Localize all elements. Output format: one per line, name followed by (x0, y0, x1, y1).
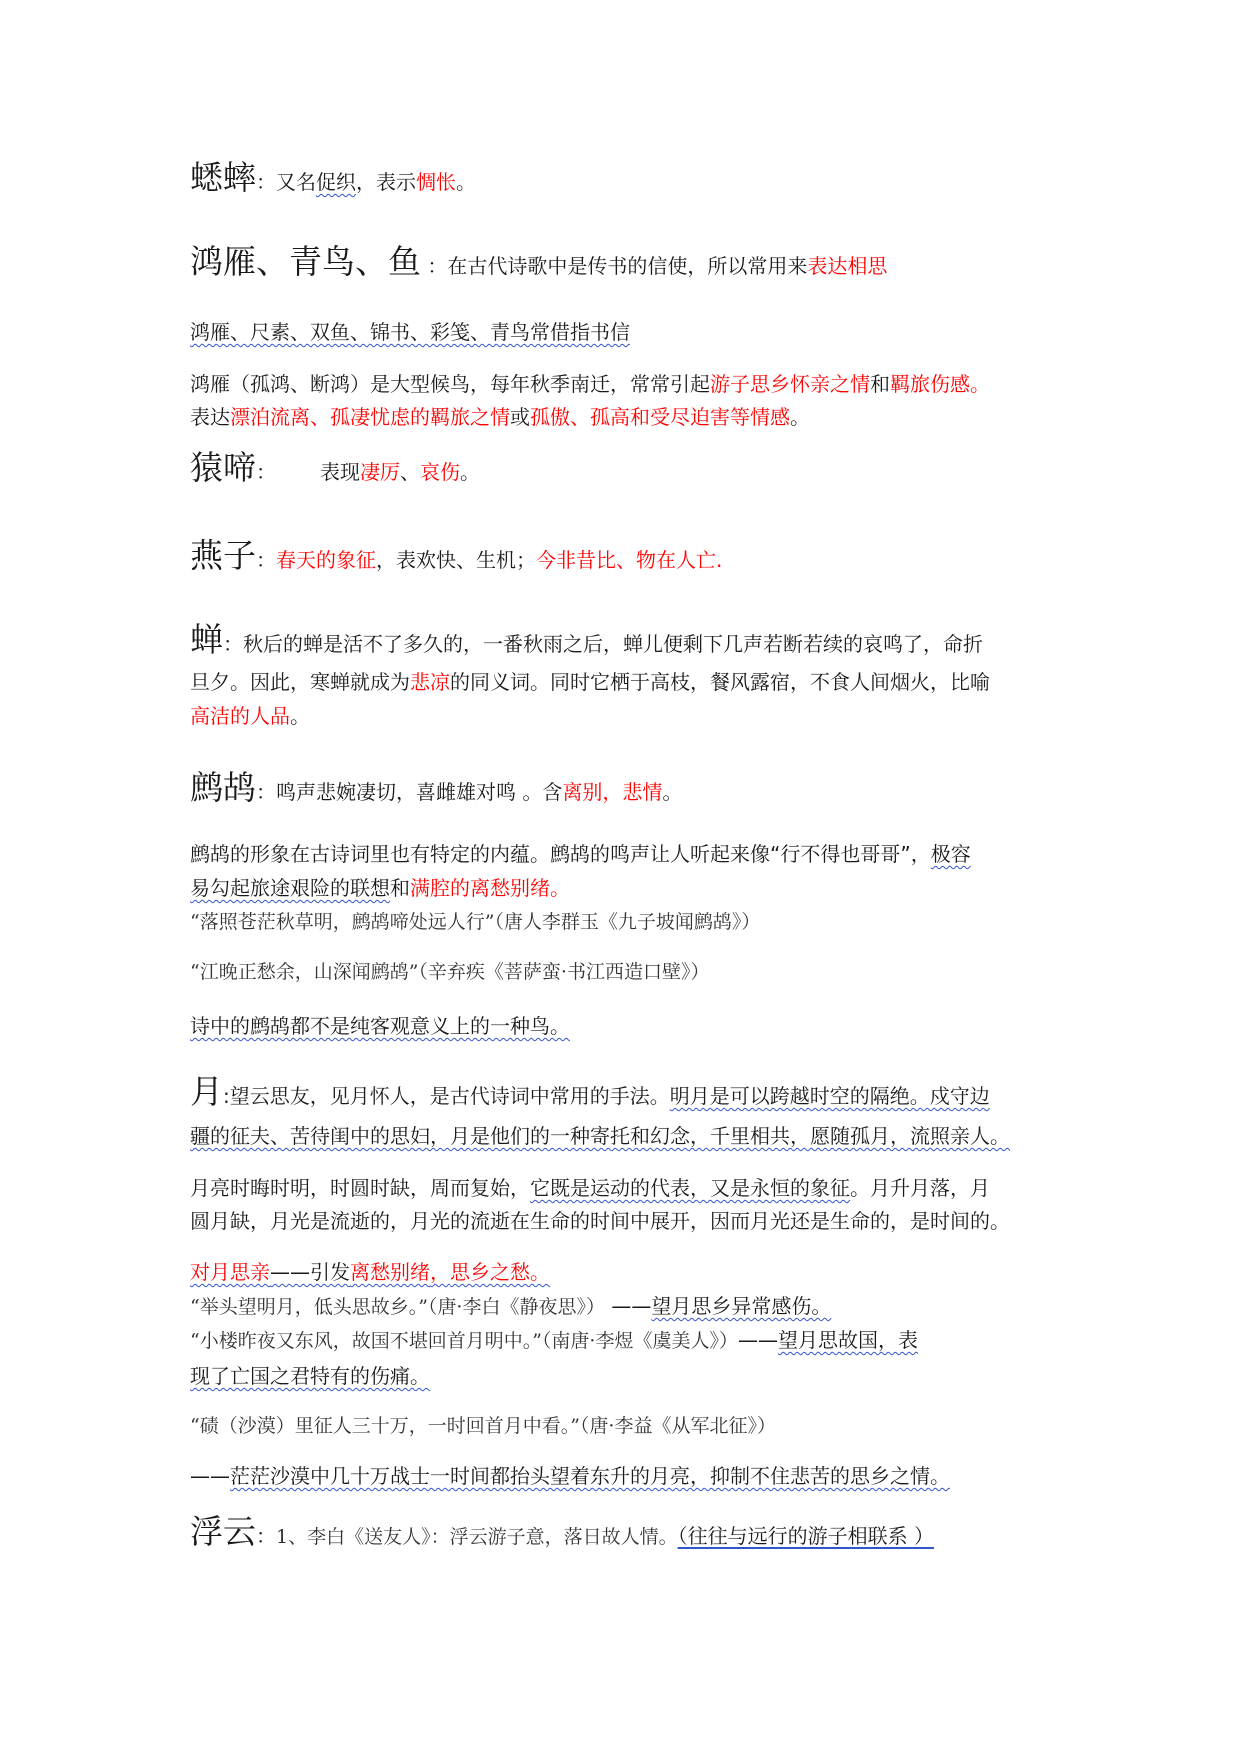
partridge-line-1: 鹧鸪的形象在古诗词里也有特定的内蕴。鹧鸪的鸣声让人听起来像“行不得也哥哥”，极容 (190, 842, 971, 866)
term-heading: 月 (190, 1072, 223, 1111)
quote-partridge-1: “落照苍茫秋草明，鹧鸪啼处远人行”（唐人李群玉《九子坡闻鹧鸪》） (190, 911, 761, 933)
term-heading: 蝉 (190, 620, 223, 659)
swan-goose-line-2: 表达漂泊流离、孤凄忧虑的羁旅之情或孤傲、孤高和受尽迫害等情感。 (190, 405, 810, 429)
term-heading: 蟋蟀 (190, 158, 256, 197)
term-heading: 鸿雁、青鸟、鱼 (190, 242, 421, 281)
entry-cricket: 蟋蟀：又名促织，表示惆怅。 (190, 158, 476, 197)
entry-cicada: 蝉：秋后的蝉是活不了多久的，一番秋雨之后，蝉儿便剩下几声若断若续的哀鸣了，命折 (190, 620, 983, 659)
quote-partridge-2: “江晚正愁余，山深闻鹧鸪”（辛弃疾《菩萨蛮·书江西造口壁》） (190, 961, 710, 983)
quote-moon-2-cont: 现了亡国之君特有的伤痛。 (190, 1364, 430, 1388)
letter-synonyms-line: 鸿雁、尺素、双鱼、锦书、彩笺、青鸟常借指书信 (190, 320, 630, 344)
quote-moon-2: “小楼昨夜又东风，故国不堪回首月明中。”（南唐·李煜《虞美人》）——望月思故国，表 (190, 1328, 918, 1352)
moon-soldiers-line: ——茫茫沙漠中几十万战士一时间都抬头望着东升的月亮，抑制不住悲苦的思乡之情。 (190, 1464, 950, 1488)
entry-swallow: 燕子：春天的象征，表欢快、生机；今非昔比、物在人亡. (190, 536, 723, 575)
partridge-conclusion: 诗中的鹧鸪都不是纯客观意义上的一种鸟。 (190, 1014, 570, 1038)
cicada-line-2: 旦夕。因此，寒蝉就成为悲凉的同义词。同时它栖于高枝，餐风露宿，不食人间烟火，比喻 (190, 670, 990, 694)
entry-floating-cloud: 浮云：1、李白《送友人》：浮云游子意，落日故人情。（往往与远行的游子相联系 ） (190, 1512, 934, 1551)
quote-moon-3: “碛（沙漠）里征人三十万，一时回首月中看。”（唐·李益《从军北征》） (190, 1415, 776, 1437)
term-heading: 燕子 (190, 536, 256, 575)
term-heading: 鹧鸪 (190, 768, 256, 807)
partridge-line-2: 易勾起旅途艰险的联想和满腔的离愁别绪。 (190, 876, 570, 900)
moon-homesick-line: 对月思亲——引发离愁别绪，思乡之愁。 (190, 1260, 550, 1284)
quote-moon-1: “举头望明月，低头思故乡。”（唐·李白《静夜思》） ——望月思乡异常感伤。 (190, 1294, 832, 1318)
entry-moon: 月:望云思友，见月怀人，是古代诗词中常用的手法。明月是可以跨越时空的隔绝。戍守边 (190, 1072, 990, 1111)
term-heading: 浮云 (190, 1512, 256, 1551)
moon-line-3: 月亮时晦时明，时圆时缺，周而复始，它既是运动的代表，又是永恒的象征。月升月落，月 (190, 1176, 990, 1200)
swan-goose-line-1: 鸿雁（孤鸿、断鸿）是大型候鸟，每年秋季南迁，常常引起游子思乡怀亲之情和羁旅伤感。 (190, 372, 990, 396)
cicada-line-3: 高洁的人品。 (190, 704, 310, 728)
entry-messenger-birds: 鸿雁、青鸟、鱼 ：在古代诗歌中是传书的信使，所以常用来表达相思 (190, 242, 888, 281)
term-heading: 猿啼 (190, 448, 256, 487)
entry-partridge: 鹧鸪：鸣声悲婉凄切，喜雌雄对鸣 。含离别，悲情。 (190, 768, 683, 807)
moon-line-4: 圆月缺，月光是流逝的，月光的流逝在生命的时间中展开，因而月光还是生命的，是时间的。 (190, 1209, 1010, 1233)
moon-line-2: 疆的征夫、苦待闺中的思妇，月是他们的一种寄托和幻念，千里相共，愿随孤月，流照亲人。 (190, 1124, 1010, 1148)
entry-ape-cry: 猿啼： 表现凄厉、哀伤。 (190, 448, 480, 487)
